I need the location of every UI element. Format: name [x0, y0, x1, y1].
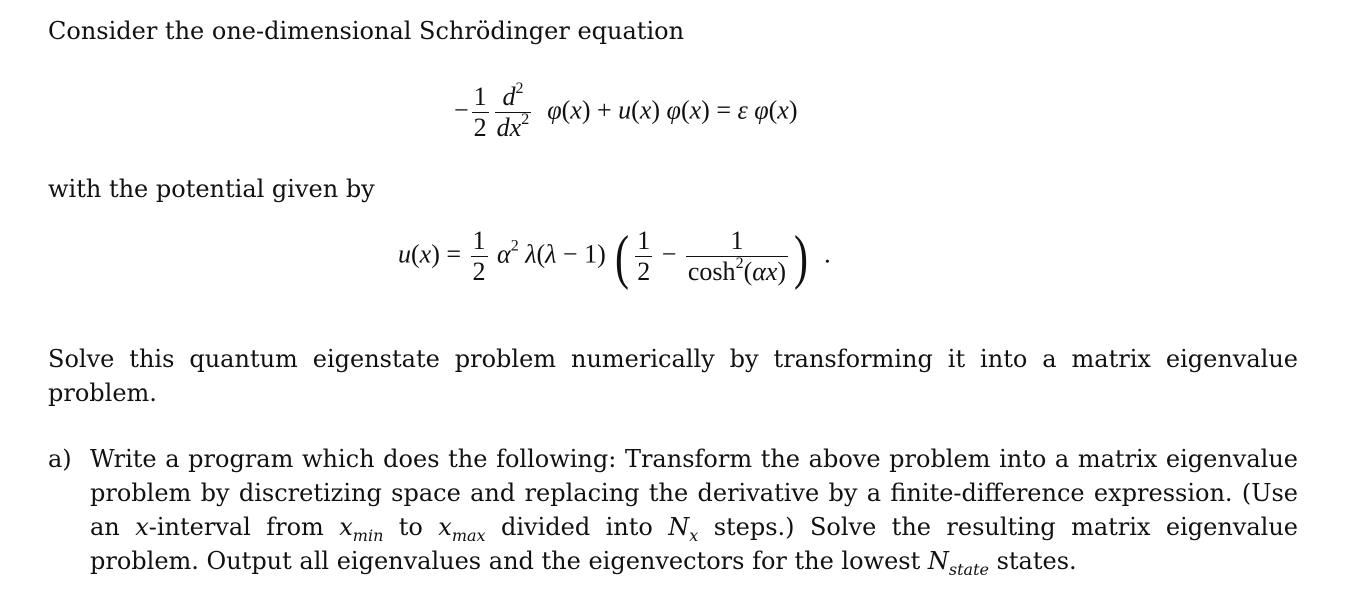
item-a — [48, 442, 1298, 578]
schrodinger-equation: − $\frac{1}{2}$ $\frac{d^2}{dx^2}$ φ(x) + u(x) φ(x) = ε φ(x) — [454, 80, 798, 142]
item-a-text: Write a program which does the following: Transform the above problem into a matrix eigenvalue problem by discretizing space and replacing the derivative by a finite-difference expression. (Use an x-interval from $x_{min}$ to $x_{max}$ divided into $N_x$ steps.) Solve the resulting matrix eigenvalue problem. Output all eigenvalues and the eigenvectors for the lowest $N_{state}$ states. — [90, 445, 1298, 579]
potential-intro-paragraph: with the potential given by — [48, 175, 375, 203]
solve-paragraph: Solve this quantum eigenstate problem numerically by transforming it into a matrix eigenvalue problem. — [48, 345, 1298, 407]
item-a-marker: a) — [48, 445, 72, 473]
potential-equation: u(x) = $\frac{1}{2}$ $\alpha^2$ λ(λ − 1) ( $\frac{1}{2}$ − $\frac{1}{\cosh^2(\alpha x)}$ ) . — [398, 223, 831, 290]
intro-paragraph: Consider the one-dimensional Schrödinger equation — [48, 17, 685, 45]
